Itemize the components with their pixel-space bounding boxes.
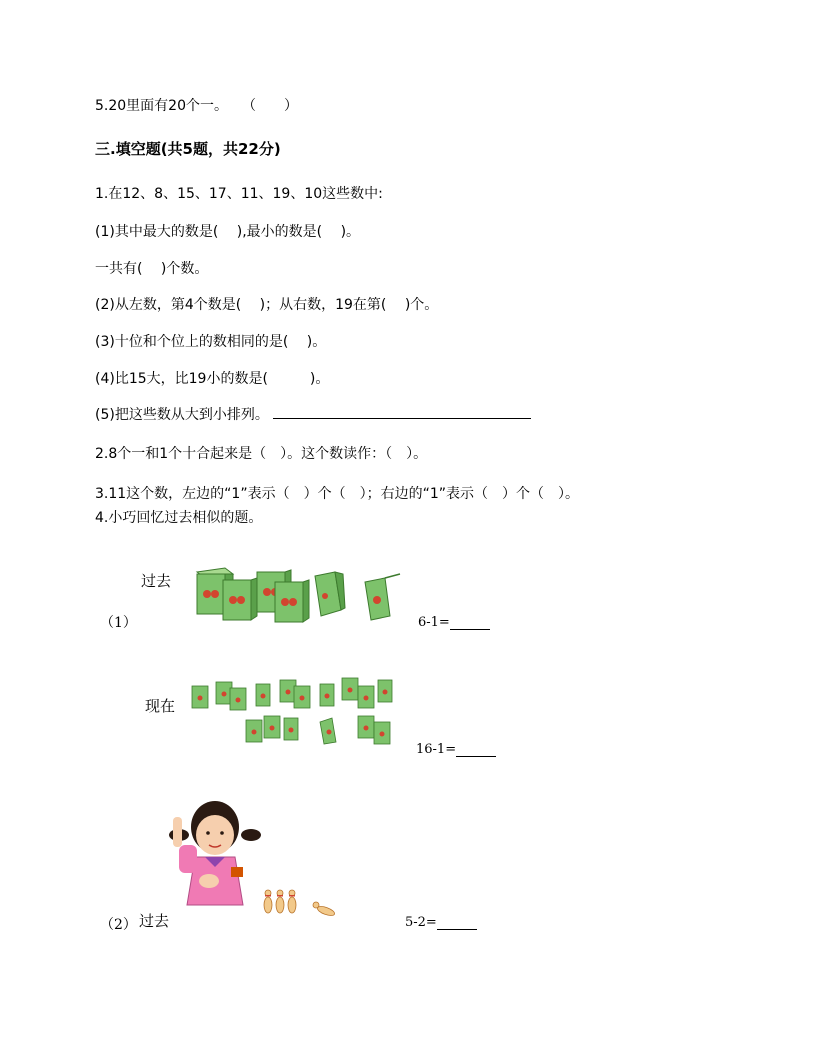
answer-blank[interactable]: [437, 916, 477, 930]
q1-part-5: (5)把这些数从大到小排列。: [95, 407, 269, 423]
juice-box-icon: [275, 580, 309, 622]
q1-part-3: (3)十位和个位上的数相同的是( )。: [95, 334, 327, 350]
answer-blank-line[interactable]: [273, 406, 531, 419]
q1-stem: 1.在12、8、15、17、11、19、10这些数中:: [95, 186, 383, 202]
answer-blank[interactable]: [450, 616, 490, 630]
q1-part-5-row: [95, 406, 531, 424]
sub-number-2: （2）: [100, 917, 137, 933]
question-5: 5.20里面有20个一。 （ ）: [95, 98, 298, 114]
question-2: 2.8个一和1个十合起来是（ ）。这个数读作：（ ）。: [95, 446, 428, 462]
equation-past-2: [405, 915, 477, 930]
crushed-juice-box-icon: [365, 574, 400, 620]
q1-part-1b: 一共有( )个数。: [95, 261, 209, 277]
question-3: 3.11这个数，左边的“1”表示（ ）个（ ）；右边的“1”表示（ ）个（ ）。: [95, 486, 579, 502]
equation-text: 5-2=: [405, 915, 437, 930]
equation-text: 6-1=: [418, 615, 450, 630]
past-label-1: 过去: [141, 572, 172, 590]
past-label-2: 过去: [139, 912, 170, 930]
q1-part-1: (1)其中最大的数是( ),最小的数是( )。: [95, 224, 361, 240]
equation-text: 16-1=: [416, 742, 457, 757]
equation-now: [416, 742, 496, 757]
section-title: 三.填空题(共5题，共22分): [95, 140, 281, 158]
sub-number-1: （1）: [100, 615, 137, 631]
equation-past-1: [418, 615, 490, 630]
q1-part-4: (4)比15大，比19小的数是( )。: [95, 371, 330, 387]
bowling-pins-illustration: [262, 887, 342, 917]
question-4: 4.小巧回忆过去相似的题。: [95, 510, 263, 526]
juice-boxes-now-illustration: [190, 672, 410, 762]
girl-counting-illustration: [165, 795, 275, 915]
juice-box-icon: [315, 572, 345, 616]
juice-box-icon: [223, 578, 257, 620]
answer-blank[interactable]: [456, 743, 496, 757]
q1-part-2: (2)从左数，第4个数是( )；从右数，19在第( )个。: [95, 297, 439, 313]
now-label: 现在: [145, 697, 176, 715]
